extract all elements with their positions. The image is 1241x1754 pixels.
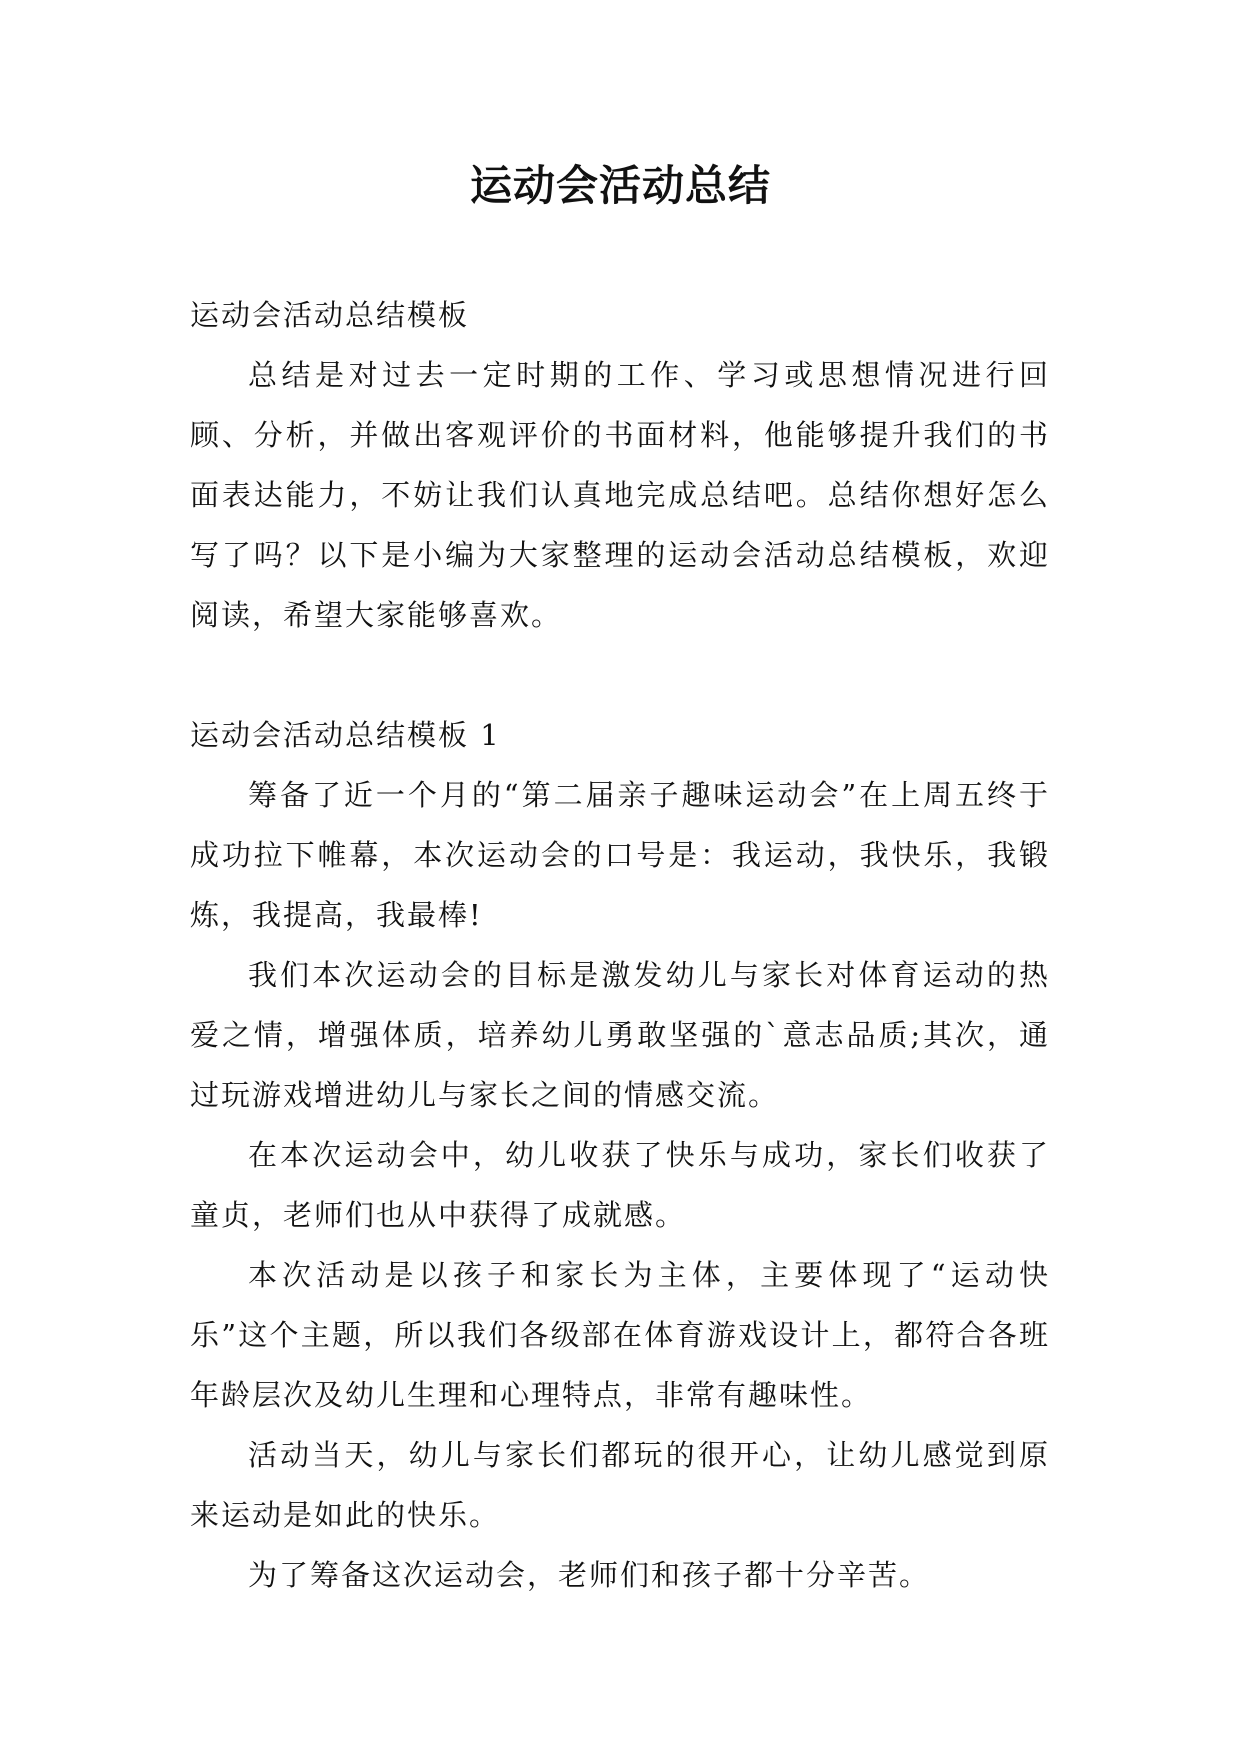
document-title: 运动会活动总结 [469,161,771,210]
body-paragraph: 活动当天，幼儿与家长们都玩的很开心，让幼儿感觉到原来运动是如此的快乐。 [190,1438,1050,1532]
intro-paragraph: 总结是对过去一定时期的工作、学习或思想情况进行回顾、分析，并做出客观评价的书面材料，他能够提升我们的书面表达能力，不妨让我们认真地完成总结吧。总结你想好怎么写了吗？以下是小编为大家整理的运动会活动总结模板，欢迎阅读，希望大家能够喜欢。 [190,358,1050,632]
document-body [190,285,1050,1605]
section-heading-template-1: 运动会活动总结模板 1 [190,718,501,752]
section-heading-template: 运动会活动总结模板 [190,298,470,332]
body-paragraph: 我们本次运动会的目标是激发幼儿与家长对体育运动的热爱之情，增强体质，培养幼儿勇敢坚强的`意志品质;其次，通过玩游戏增进幼儿与家长之间的情感交流。 [190,958,1050,1112]
section-spacer [190,645,1050,705]
body-paragraph: 本次活动是以孩子和家长为主体，主要体现了“运动快乐”这个主题，所以我们各级部在体育游戏设计上，都符合各班年龄层次及幼儿生理和心理特点，非常有趣味性。 [190,1258,1050,1412]
body-paragraph: 筹备了近一个月的“第二届亲子趣味运动会”在上周五终于成功拉下帷幕，本次运动会的口号是：我运动，我快乐，我锻炼，我提高，我最棒! [190,778,1050,932]
body-paragraph: 在本次运动会中，幼儿收获了快乐与成功，家长们收获了童贞，老师们也从中获得了成就感。 [190,1138,1050,1232]
body-paragraph: 为了筹备这次运动会，老师们和孩子都十分辛苦。 [248,1558,931,1592]
